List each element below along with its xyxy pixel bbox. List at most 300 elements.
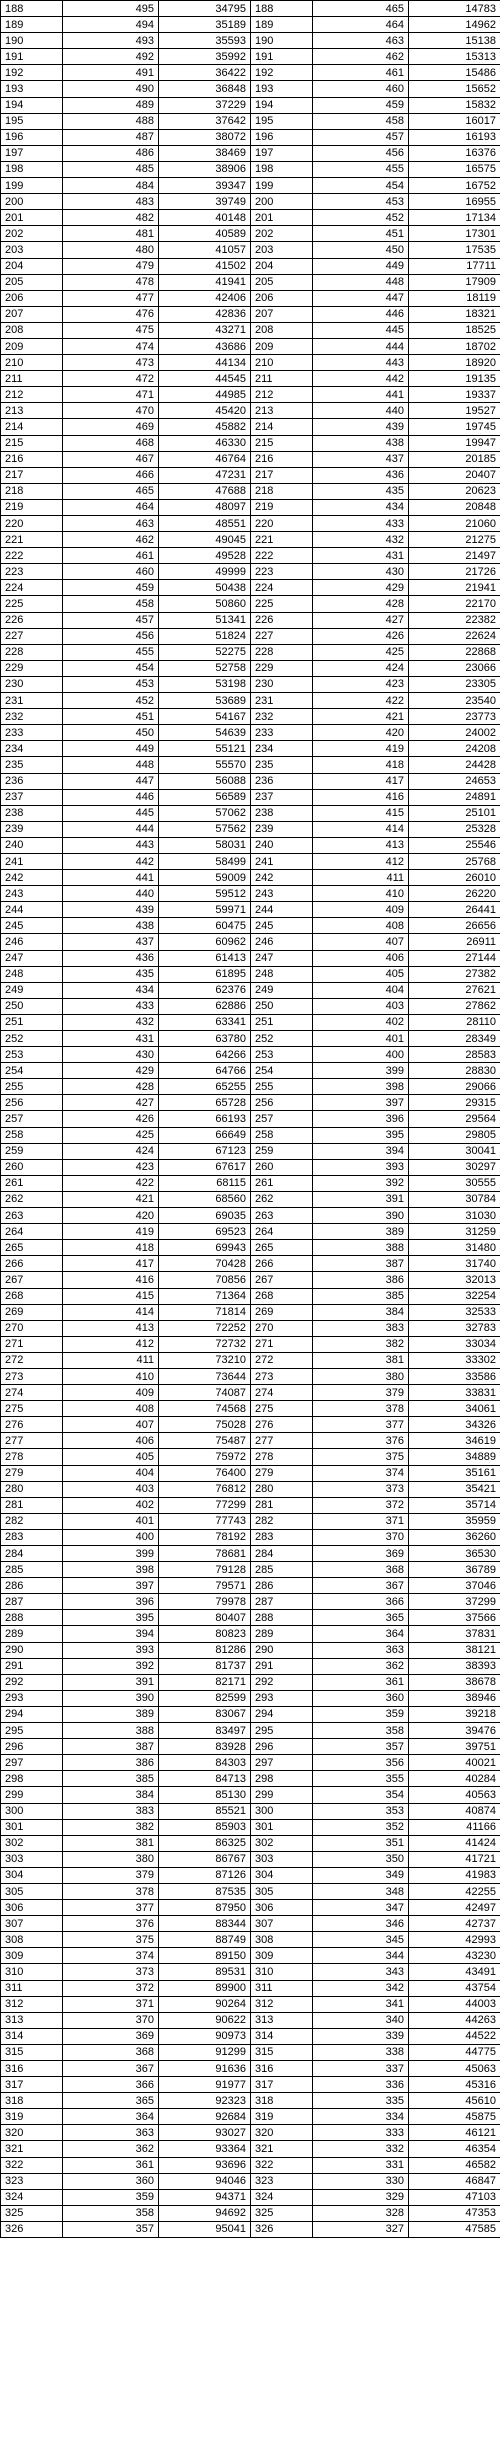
score-cell: 337: [313, 2061, 409, 2077]
cumulative-cell: 53198: [159, 676, 251, 692]
rank-cell: 255: [251, 1079, 313, 1095]
cumulative-cell: 33586: [409, 1368, 500, 1384]
score-cell: 352: [313, 1819, 409, 1835]
table-row: [1, 1787, 500, 1803]
score-cell: 382: [313, 1336, 409, 1352]
cumulative-cell: 45875: [409, 2109, 500, 2125]
rank-cell: 261: [251, 1175, 313, 1191]
rank-cell: 301: [251, 1819, 313, 1835]
cumulative-cell: 39749: [159, 194, 251, 210]
cumulative-cell: 27621: [409, 982, 500, 998]
rank-cell: 280: [251, 1481, 313, 1497]
score-cell: 353: [313, 1803, 409, 1819]
score-cell: 342: [313, 1980, 409, 1996]
cumulative-cell: 45316: [409, 2077, 500, 2093]
rank-cell: 201: [1, 210, 63, 226]
rank-cell: 219: [1, 499, 63, 515]
score-cell: 426: [63, 1111, 159, 1127]
table-row: [1, 2028, 500, 2044]
cumulative-cell: 79128: [159, 1562, 251, 1578]
cumulative-cell: 36789: [409, 1562, 500, 1578]
table-row: [1, 2125, 500, 2141]
rank-cell: 293: [251, 1690, 313, 1706]
score-cell: 391: [63, 1674, 159, 1690]
rank-cell: 291: [1, 1658, 63, 1674]
cumulative-cell: 34795: [159, 1, 251, 17]
score-cell: 461: [63, 548, 159, 564]
rank-cell: 286: [251, 1578, 313, 1594]
cumulative-cell: 61895: [159, 966, 251, 982]
cumulative-cell: 57062: [159, 805, 251, 821]
rank-cell: 198: [251, 161, 313, 177]
score-cell: 374: [313, 1465, 409, 1481]
score-cell: 379: [63, 1867, 159, 1883]
score-cell: 490: [63, 81, 159, 97]
score-cell: 409: [63, 1385, 159, 1401]
score-cell: 334: [313, 2109, 409, 2125]
table-row: [1, 1320, 500, 1336]
score-cell: 422: [63, 1175, 159, 1191]
cumulative-cell: 17134: [409, 210, 500, 226]
score-cell: 330: [313, 2173, 409, 2189]
rank-cell: 292: [251, 1674, 313, 1690]
rank-cell: 293: [1, 1690, 63, 1706]
score-cell: 410: [313, 886, 409, 902]
score-cell: 418: [63, 1240, 159, 1256]
rank-cell: 298: [251, 1771, 313, 1787]
rank-cell: 244: [251, 902, 313, 918]
table-row: [1, 757, 500, 773]
score-cell: 424: [63, 1143, 159, 1159]
cumulative-cell: 75487: [159, 1433, 251, 1449]
score-cell: 373: [63, 1964, 159, 1980]
score-cell: 438: [313, 435, 409, 451]
cumulative-cell: 24002: [409, 725, 500, 741]
cumulative-cell: 52275: [159, 644, 251, 660]
score-cell: 374: [63, 1948, 159, 1964]
table-row: [1, 387, 500, 403]
rank-cell: 221: [1, 532, 63, 548]
score-cell: 404: [63, 1465, 159, 1481]
score-cell: 431: [313, 548, 409, 564]
score-cell: 463: [63, 516, 159, 532]
rank-cell: 283: [1, 1529, 63, 1545]
rank-cell: 191: [1, 49, 63, 65]
rank-cell: 250: [251, 998, 313, 1014]
rank-cell: 197: [251, 145, 313, 161]
rank-cell: 284: [251, 1546, 313, 1562]
score-cell: 396: [63, 1594, 159, 1610]
rank-cell: 245: [251, 918, 313, 934]
score-cell: 388: [63, 1723, 159, 1739]
score-cell: 400: [63, 1529, 159, 1545]
score-cell: 463: [313, 33, 409, 49]
score-cell: 402: [313, 1014, 409, 1030]
cumulative-cell: 30297: [409, 1159, 500, 1175]
rank-cell: 227: [251, 628, 313, 644]
score-cell: 422: [313, 693, 409, 709]
score-cell: 443: [63, 837, 159, 853]
rank-cell: 212: [1, 387, 63, 403]
rank-cell: 268: [251, 1288, 313, 1304]
score-cell: 440: [63, 886, 159, 902]
table-row: [1, 2173, 500, 2189]
cumulative-cell: 45882: [159, 419, 251, 435]
score-cell: 430: [313, 564, 409, 580]
score-cell: 450: [313, 242, 409, 258]
cumulative-cell: 44522: [409, 2028, 500, 2044]
cumulative-cell: 70428: [159, 1256, 251, 1272]
score-cell: 410: [63, 1368, 159, 1384]
cumulative-cell: 87126: [159, 1867, 251, 1883]
cumulative-cell: 51824: [159, 628, 251, 644]
rank-cell: 235: [1, 757, 63, 773]
cumulative-cell: 55121: [159, 741, 251, 757]
table-row: [1, 1385, 500, 1401]
table-row: [1, 1932, 500, 1948]
cumulative-cell: 83067: [159, 1706, 251, 1722]
cumulative-cell: 86767: [159, 1851, 251, 1867]
score-cell: 405: [313, 966, 409, 982]
rank-cell: 289: [1, 1626, 63, 1642]
cumulative-cell: 26911: [409, 934, 500, 950]
rank-cell: 318: [1, 2093, 63, 2109]
rank-cell: 236: [1, 773, 63, 789]
cumulative-cell: 73210: [159, 1352, 251, 1368]
table-row: [1, 1916, 500, 1932]
score-cell: 470: [63, 403, 159, 419]
cumulative-cell: 14962: [409, 17, 500, 33]
cumulative-cell: 90973: [159, 2028, 251, 2044]
rank-cell: 307: [251, 1916, 313, 1932]
rank-cell: 268: [1, 1288, 63, 1304]
score-cell: 459: [63, 580, 159, 596]
cumulative-cell: 43686: [159, 338, 251, 354]
cumulative-cell: 32783: [409, 1320, 500, 1336]
cumulative-cell: 23066: [409, 660, 500, 676]
rank-cell: 216: [251, 451, 313, 467]
rank-cell: 297: [1, 1755, 63, 1771]
rank-cell: 296: [1, 1739, 63, 1755]
score-cell: 380: [63, 1851, 159, 1867]
cumulative-cell: 78681: [159, 1546, 251, 1562]
cumulative-cell: 67123: [159, 1143, 251, 1159]
score-cell: 435: [313, 483, 409, 499]
rank-cell: 295: [1, 1723, 63, 1739]
cumulative-cell: 19527: [409, 403, 500, 419]
table-row: [1, 918, 500, 934]
score-cell: 462: [63, 532, 159, 548]
score-cell: 362: [63, 2141, 159, 2157]
score-cell: 338: [313, 2044, 409, 2060]
cumulative-cell: 90622: [159, 2012, 251, 2028]
cumulative-cell: 41983: [409, 1867, 500, 1883]
score-cell: 414: [313, 821, 409, 837]
cumulative-cell: 59512: [159, 886, 251, 902]
score-cell: 378: [63, 1883, 159, 1899]
cumulative-cell: 49528: [159, 548, 251, 564]
table-row: [1, 1031, 500, 1047]
score-cell: 429: [313, 580, 409, 596]
score-cell: 447: [313, 290, 409, 306]
rank-cell: 282: [251, 1513, 313, 1529]
score-cell: 483: [63, 194, 159, 210]
cumulative-cell: 29315: [409, 1095, 500, 1111]
cumulative-cell: 42497: [409, 1900, 500, 1916]
cumulative-cell: 88749: [159, 1932, 251, 1948]
rank-cell: 189: [251, 17, 313, 33]
rank-cell: 233: [1, 725, 63, 741]
cumulative-cell: 89531: [159, 1964, 251, 1980]
score-cell: 457: [313, 129, 409, 145]
score-cell: 350: [313, 1851, 409, 1867]
score-cell: 346: [313, 1916, 409, 1932]
score-cell: 476: [63, 306, 159, 322]
score-cell: 411: [63, 1352, 159, 1368]
score-cell: 371: [63, 1996, 159, 2012]
table-row: [1, 564, 500, 580]
score-cell: 457: [63, 612, 159, 628]
rank-cell: 315: [1, 2044, 63, 2060]
table-row: [1, 1208, 500, 1224]
rank-cell: 279: [1, 1465, 63, 1481]
rank-cell: 265: [251, 1240, 313, 1256]
score-cell: 333: [313, 2125, 409, 2141]
rank-cell: 266: [1, 1256, 63, 1272]
score-cell: 489: [63, 97, 159, 113]
score-cell: 469: [63, 419, 159, 435]
cumulative-cell: 76400: [159, 1465, 251, 1481]
score-cell: 364: [63, 2109, 159, 2125]
score-cell: 434: [313, 499, 409, 515]
rank-cell: 322: [1, 2157, 63, 2173]
cumulative-cell: 43230: [409, 1948, 500, 1964]
cumulative-cell: 16955: [409, 194, 500, 210]
rank-cell: 309: [251, 1948, 313, 1964]
score-cell: 482: [63, 210, 159, 226]
rank-cell: 311: [251, 1980, 313, 1996]
cumulative-cell: 69943: [159, 1240, 251, 1256]
cumulative-cell: 84713: [159, 1771, 251, 1787]
score-cell: 442: [313, 371, 409, 387]
rank-cell: 247: [251, 950, 313, 966]
rank-cell: 260: [251, 1159, 313, 1175]
rank-cell: 196: [1, 129, 63, 145]
cumulative-cell: 81737: [159, 1658, 251, 1674]
table-row: [1, 612, 500, 628]
score-cell: 329: [313, 2189, 409, 2205]
score-cell: 331: [313, 2157, 409, 2173]
rank-cell: 264: [251, 1224, 313, 1240]
rank-cell: 256: [1, 1095, 63, 1111]
cumulative-cell: 43271: [159, 322, 251, 338]
cumulative-cell: 48097: [159, 499, 251, 515]
rank-cell: 290: [1, 1642, 63, 1658]
rank-cell: 311: [1, 1980, 63, 1996]
rank-cell: 302: [1, 1835, 63, 1851]
cumulative-cell: 83497: [159, 1723, 251, 1739]
rank-cell: 281: [251, 1497, 313, 1513]
score-cell: 416: [313, 789, 409, 805]
rank-cell: 209: [1, 338, 63, 354]
cumulative-cell: 89900: [159, 1980, 251, 1996]
table-row: [1, 950, 500, 966]
table-row: [1, 2061, 500, 2077]
score-cell: 335: [313, 2093, 409, 2109]
cumulative-cell: 16017: [409, 113, 500, 129]
score-cell: 372: [63, 1980, 159, 1996]
rank-cell: 315: [251, 2044, 313, 2060]
score-cell: 390: [313, 1208, 409, 1224]
score-cell: 431: [63, 1031, 159, 1047]
table-row: [1, 1739, 500, 1755]
cumulative-cell: 18525: [409, 322, 500, 338]
table-row: [1, 1481, 500, 1497]
rank-cell: 261: [1, 1175, 63, 1191]
cumulative-cell: 35992: [159, 49, 251, 65]
table-row: [1, 1706, 500, 1722]
rank-cell: 304: [251, 1867, 313, 1883]
table-row: [1, 1546, 500, 1562]
rank-cell: 194: [1, 97, 63, 113]
cumulative-cell: 68560: [159, 1191, 251, 1207]
score-cell: 471: [63, 387, 159, 403]
rank-cell: 281: [1, 1497, 63, 1513]
cumulative-cell: 85130: [159, 1787, 251, 1803]
cumulative-cell: 33302: [409, 1352, 500, 1368]
table-row: [1, 1063, 500, 1079]
cumulative-cell: 40563: [409, 1787, 500, 1803]
score-cell: 412: [63, 1336, 159, 1352]
cumulative-cell: 41721: [409, 1851, 500, 1867]
score-cell: 373: [313, 1481, 409, 1497]
rank-cell: 300: [1, 1803, 63, 1819]
cumulative-cell: 64766: [159, 1063, 251, 1079]
table-row: [1, 580, 500, 596]
rank-cell: 277: [1, 1433, 63, 1449]
score-cell: 448: [313, 274, 409, 290]
table-row: [1, 1224, 500, 1240]
cumulative-cell: 74568: [159, 1401, 251, 1417]
rank-cell: 225: [1, 596, 63, 612]
score-cell: 450: [63, 725, 159, 741]
cumulative-cell: 25101: [409, 805, 500, 821]
rank-cell: 217: [1, 467, 63, 483]
cumulative-cell: 38906: [159, 161, 251, 177]
table-row: [1, 644, 500, 660]
rank-cell: 259: [1, 1143, 63, 1159]
rank-cell: 195: [251, 113, 313, 129]
score-cell: 390: [63, 1690, 159, 1706]
rank-cell: 297: [251, 1755, 313, 1771]
rank-cell: 257: [1, 1111, 63, 1127]
cumulative-cell: 80823: [159, 1626, 251, 1642]
rank-cell: 321: [1, 2141, 63, 2157]
cumulative-cell: 43754: [409, 1980, 500, 1996]
table-row: [1, 1626, 500, 1642]
rank-cell: 234: [1, 741, 63, 757]
score-cell: 454: [63, 660, 159, 676]
rank-cell: 208: [251, 322, 313, 338]
rank-cell: 201: [251, 210, 313, 226]
cumulative-cell: 33034: [409, 1336, 500, 1352]
rank-cell: 202: [1, 226, 63, 242]
score-cell: 458: [63, 596, 159, 612]
cumulative-cell: 32013: [409, 1272, 500, 1288]
rank-cell: 279: [251, 1465, 313, 1481]
score-cell: 413: [63, 1320, 159, 1336]
score-cell: 459: [313, 97, 409, 113]
rank-cell: 272: [1, 1352, 63, 1368]
score-cell: 348: [313, 1883, 409, 1899]
score-cell: 481: [63, 226, 159, 242]
cumulative-cell: 36848: [159, 81, 251, 97]
cumulative-cell: 75028: [159, 1417, 251, 1433]
score-cell: 359: [313, 1706, 409, 1722]
table-row: [1, 1819, 500, 1835]
cumulative-cell: 45063: [409, 2061, 500, 2077]
score-cell: 417: [63, 1256, 159, 1272]
rank-cell: 218: [251, 483, 313, 499]
rank-cell: 208: [1, 322, 63, 338]
score-cell: 409: [313, 902, 409, 918]
cumulative-cell: 31030: [409, 1208, 500, 1224]
score-cell: 339: [313, 2028, 409, 2044]
table-row: [1, 596, 500, 612]
score-cell: 418: [313, 757, 409, 773]
cumulative-cell: 55570: [159, 757, 251, 773]
table-row: [1, 338, 500, 354]
score-cell: 394: [313, 1143, 409, 1159]
rank-cell: 275: [251, 1401, 313, 1417]
score-cell: 421: [313, 709, 409, 725]
score-cell: 360: [63, 2173, 159, 2189]
cumulative-cell: 34619: [409, 1433, 500, 1449]
rank-cell: 219: [251, 499, 313, 515]
rank-cell: 317: [251, 2077, 313, 2093]
table-row: [1, 548, 500, 564]
cumulative-cell: 54167: [159, 709, 251, 725]
score-cell: 367: [313, 1578, 409, 1594]
table-row: [1, 1610, 500, 1626]
score-cell: 403: [313, 998, 409, 1014]
score-cell: 491: [63, 65, 159, 81]
table-row: [1, 1835, 500, 1851]
rank-cell: 223: [251, 564, 313, 580]
cumulative-cell: 42836: [159, 306, 251, 322]
score-cell: 405: [63, 1449, 159, 1465]
rank-cell: 314: [251, 2028, 313, 2044]
rank-cell: 188: [1, 1, 63, 17]
table-row: [1, 2109, 500, 2125]
rank-cell: 265: [1, 1240, 63, 1256]
rank-cell: 238: [1, 805, 63, 821]
rank-cell: 298: [1, 1771, 63, 1787]
rank-cell: 214: [251, 419, 313, 435]
rank-cell: 231: [1, 693, 63, 709]
table-row: [1, 1401, 500, 1417]
rank-cell: 278: [251, 1449, 313, 1465]
cumulative-cell: 15313: [409, 49, 500, 65]
score-cell: 455: [313, 161, 409, 177]
rank-cell: 266: [251, 1256, 313, 1272]
rank-cell: 235: [251, 757, 313, 773]
table-row: [1, 693, 500, 709]
cumulative-cell: 19337: [409, 387, 500, 403]
cumulative-cell: 42255: [409, 1883, 500, 1899]
table-row: [1, 306, 500, 322]
score-cell: 384: [63, 1787, 159, 1803]
